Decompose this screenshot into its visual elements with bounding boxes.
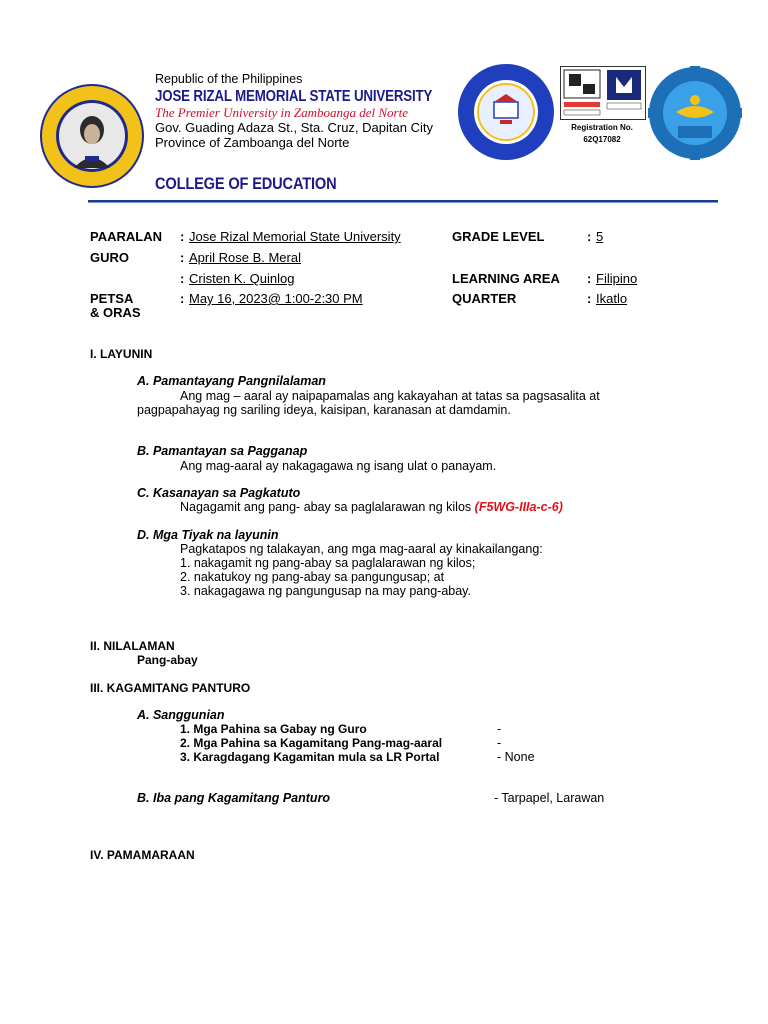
oras-label: & ORAS bbox=[90, 305, 141, 320]
grade-colon: : bbox=[587, 229, 592, 244]
grade-label: GRADE LEVEL bbox=[452, 229, 545, 244]
college-title: COLLEGE OF EDUCATION bbox=[155, 174, 337, 193]
paaralan-value: Jose Rizal Memorial State University bbox=[189, 229, 401, 244]
university-tagline: The Premier University in Zamboanga del Norte bbox=[155, 105, 408, 120]
petsa-colon: : bbox=[180, 291, 185, 306]
sanggunian-title: A. Sanggunian bbox=[137, 708, 225, 722]
sanggunian-item-3: 3. Karagdagang Kagamitan mula sa LR Portal bbox=[180, 750, 440, 764]
header-divider bbox=[88, 200, 718, 203]
guro-colon-1: : bbox=[180, 250, 185, 265]
address-line-2: Province of Zamboanga del Norte bbox=[155, 135, 350, 150]
layunin-d-title: D. Mga Tiyak na layunin bbox=[137, 528, 279, 542]
grade-value: 5 bbox=[596, 229, 604, 244]
paaralan-label: PAARALAN bbox=[90, 229, 162, 244]
area-value: Filipino bbox=[596, 271, 638, 286]
layunin-c-title: C. Kasanayan sa Pagkatuto bbox=[137, 486, 301, 500]
registration-label: Registration No. bbox=[571, 123, 633, 132]
republic-text: Republic of the Philippines bbox=[155, 72, 303, 86]
guro-value-2: Cristen K. Quinlog bbox=[189, 271, 295, 286]
nilalaman-text: Pang-abay bbox=[137, 653, 198, 667]
pamamaraan-title: IV. PAMAMARAAN bbox=[90, 848, 195, 862]
iba-pang-kagamitan-value: - Tarpapel, Larawan bbox=[494, 791, 605, 805]
iba-pang-kagamitan-title: B. Iba pang Kagamitang Panturo bbox=[137, 791, 331, 805]
layunin-a-title: A. Pamantayang Pangnilalaman bbox=[137, 374, 326, 388]
sanggunian-item-1: 1. Mga Pahina sa Gabay ng Guro bbox=[180, 722, 367, 736]
layunin-d-item-3: 3. nakagagawa ng pangungusap na may pang-abay. bbox=[180, 584, 471, 598]
layunin-a-line2: pagpapahayag ng sariling ideya, kaisipan, karanasan at damdamin. bbox=[137, 403, 511, 417]
guro-colon-2: : bbox=[180, 271, 185, 286]
layunin-c-text: Nagagamit ang pang- abay sa paglalarawan ng kilos bbox=[180, 500, 472, 514]
area-colon: : bbox=[587, 271, 592, 286]
aaccup-logo bbox=[648, 66, 742, 160]
quarter-label: QUARTER bbox=[452, 291, 517, 306]
registration-number: 62Q17082 bbox=[583, 135, 621, 144]
guro-label: GURO bbox=[90, 250, 129, 265]
area-label: LEARNING AREA bbox=[452, 271, 560, 286]
quarter-value: Ikatlo bbox=[596, 291, 628, 306]
college-of-education-logo bbox=[456, 62, 556, 162]
university-seal-logo bbox=[38, 82, 146, 190]
header-text-block bbox=[155, 72, 455, 150]
layunin-b-title: B. Pamantayan sa Pagganap bbox=[137, 444, 308, 458]
quarter-colon: : bbox=[587, 291, 592, 306]
layunin-d-intro: Pagkatapos ng talakayan, ang mga mag-aaral ay kinakailangang: bbox=[180, 542, 543, 556]
sanggunian-value-3: - None bbox=[497, 750, 535, 764]
layunin-title: I. LAYUNIN bbox=[90, 347, 153, 361]
sanggunian-value-1: - bbox=[497, 722, 502, 736]
layunin-d-item-1: 1. nakagamit ng pang-abay sa paglalarawan ng kilos; bbox=[180, 556, 476, 570]
layunin-b-text: Ang mag-aaral ay nakagagawa ng isang ulat o panayam. bbox=[180, 459, 497, 473]
university-name: JOSE RIZAL MEMORIAL STATE UNIVERSITY bbox=[155, 88, 433, 105]
registration-block bbox=[562, 122, 642, 146]
kagamitan-title: III. KAGAMITANG PANTURO bbox=[90, 681, 251, 695]
petsa-label: PETSA bbox=[90, 291, 134, 306]
sanggunian-value-2: - bbox=[497, 736, 502, 750]
nilalaman-title: II. NILALAMAN bbox=[90, 639, 175, 653]
layunin-a-line1: Ang mag – aaral ay naipapamalas ang kakayahan at tatas sa pagsasalita at bbox=[180, 389, 600, 403]
address-line-1: Gov. Guading Adaza St., Sta. Cruz, Dapitan City bbox=[155, 120, 433, 135]
competency-code: (F5WG-IIIa-c-6) bbox=[474, 500, 563, 514]
guro-value-1: April Rose B. Meral bbox=[189, 250, 301, 265]
sanggunian-item-2: 2. Mga Pahina sa Kagamitang Pang-mag-aaral bbox=[180, 736, 443, 750]
paaralan-colon: : bbox=[180, 229, 185, 244]
layunin-c-line bbox=[180, 500, 563, 514]
petsa-value: May 16, 2023@ 1:00-2:30 PM bbox=[189, 291, 363, 306]
iso-certification-logo bbox=[560, 66, 646, 120]
layunin-d-item-2: 2. nakatukoy ng pang-abay sa pangungusap; at bbox=[180, 570, 445, 584]
